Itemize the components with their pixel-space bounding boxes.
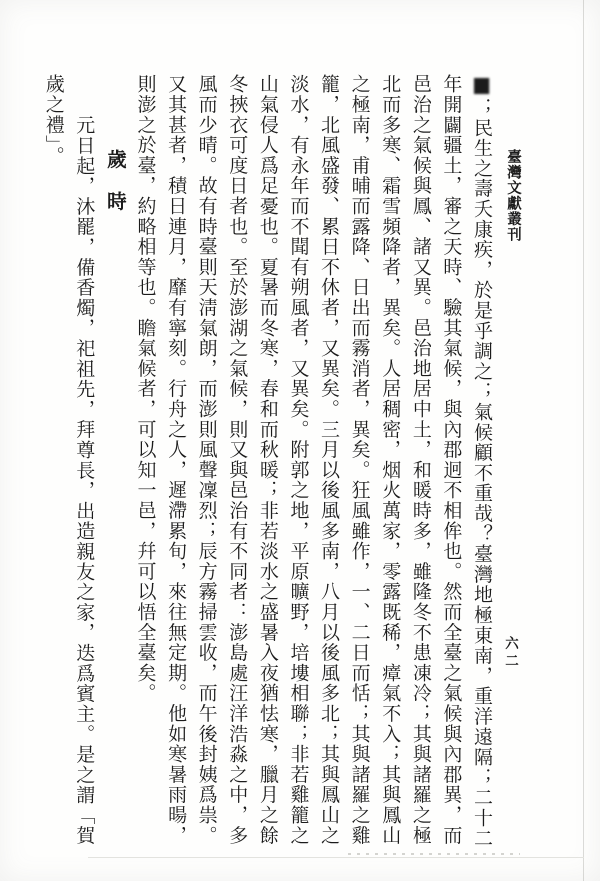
text-column: 又其甚者，積日連月，靡有寧刻。行舟之人，遲滯累旬，來往無定期。他如寒暑雨暘，	[165, 74, 188, 846]
text-column: 則澎之於臺，約略相等也。瞻氣候者，可以知一邑，幷可以悟全臺矣。	[134, 74, 157, 704]
series-title: 臺灣文獻叢刊	[505, 149, 522, 242]
scan-artifact-right-edge	[583, 0, 584, 881]
scan-artifact-dashes	[348, 853, 520, 855]
text-column: 淡水，有永年而不聞有朔風者，又異矣。附郭之地，平原曠野，培塿相聯；非若雞籠之	[287, 74, 310, 846]
text-column-text: ；民生之壽夭康疾，於是乎調之；氣候顧不重哉？臺灣地極東南，重洋遠隔；二十二	[471, 97, 493, 849]
section-header: 歲 時	[103, 149, 127, 212]
text-column: 北而多寒、霜雪頻降者，異矣。人居稠密，烟火萬家，零露既稀，瘴氣不入；其與鳳山	[379, 74, 402, 846]
entry-column: 歲之禮」。	[42, 74, 65, 166]
entry-column: 元日起，沐罷，備香燭，祀祖先，拜尊長，出造親友之家，迭爲賓主。是之謂「賀	[73, 115, 96, 846]
text-column: 年開闢疆土，審之天時、驗其氣候，與內郡迥不相侔也。然而全臺之氣候與內郡異，而	[440, 74, 463, 846]
text-column: 之極南，甫晡而露降、日出而霧消者，異矣。狂風雖作，一、二日而恬；其與諸羅之雞	[348, 74, 371, 846]
text-column: 風而少晴。故有時臺則天淸氣朗，而澎則風聲凜烈；辰方霧掃雲收，而午後封姨爲祟。	[195, 74, 218, 846]
text-column: 山氣侵人爲足憂也。夏暑而冬寒，春和而秋暖；非若淡水之盛暑入夜猶怯寒，臘月之餘	[256, 74, 279, 846]
ink-smudge: ■	[470, 72, 494, 99]
scan-artifact-bottom-line	[88, 857, 584, 858]
page-number: 六二	[502, 636, 518, 671]
text-column: 籠，北風盛發、累日不休者，又異矣。三月以後風多南，八月以後風多北；其與鳳山之	[318, 74, 341, 846]
text-column: 邑治之氣候與鳳、諸又異。邑治地居中土，和暖時多，雖隆冬不患凍冷；其與諸羅之極	[409, 74, 432, 846]
text-column	[466, 74, 497, 856]
text-block	[38, 74, 497, 856]
text-column: 冬挾衣可度日者也。至於澎湖之氣候，則又與邑治有不同者：澎島處汪洋浩淼之中，多	[226, 74, 249, 846]
